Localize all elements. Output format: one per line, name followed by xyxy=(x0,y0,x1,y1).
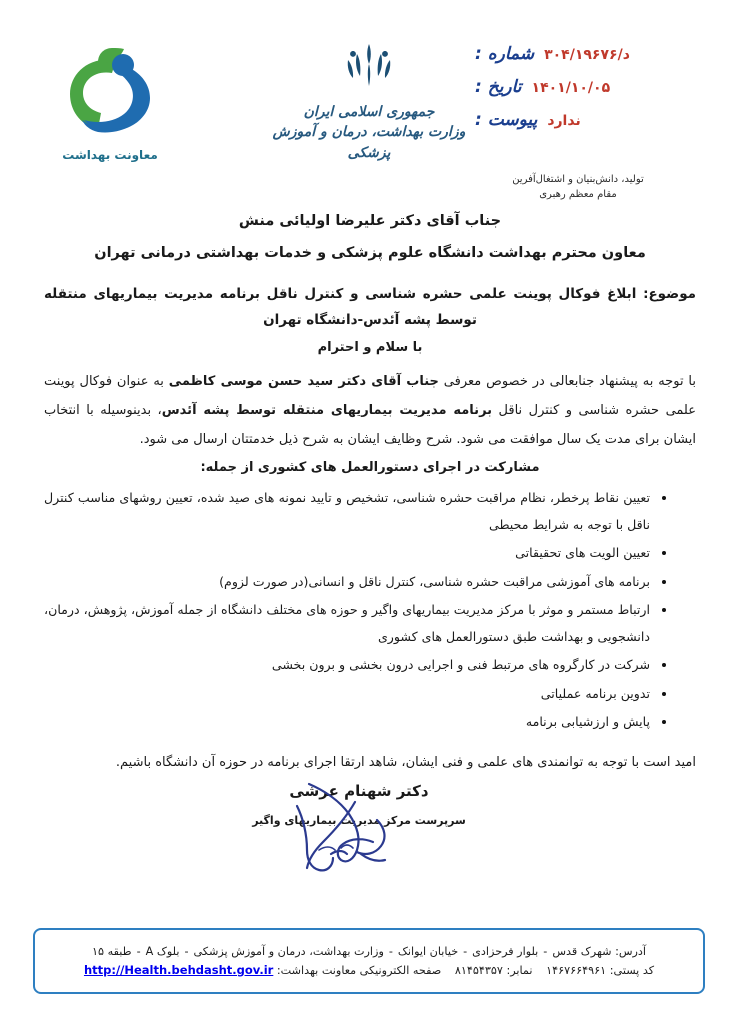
footer-address-line: آدرس: شهرک قدس-بلوار فرحزادی-خیابان ایوانک-وزارت بهداشت، درمان و آموزش پزشکی-بلوک A-طبقه ۱۵ xyxy=(92,945,646,958)
footer-site-label: صفحه الکترونیکی معاونت بهداشت: xyxy=(276,964,442,977)
footer-address-part-2: بلوار فرحزادی xyxy=(472,945,539,958)
duties-intro: مشارکت در اجرای دستورالعمل های کشوری از جمله: xyxy=(200,460,540,476)
footer-address-part-3: خیابان ایوانک xyxy=(397,945,459,958)
emblem-block xyxy=(264,38,474,163)
footer-address-part-6: طبقه ۱۵ xyxy=(92,945,132,958)
subject-block xyxy=(44,281,696,334)
iran-national-emblem-icon xyxy=(341,38,397,96)
footer-address-part-1: شهرک قدس xyxy=(552,945,612,958)
subject-text: ابلاغ فوکال پوینت علمی حشره شناسی و کنترل ناقل برنامه مدیریت بیماریهای منتقله توسط پشه آئدس-دانشگاه تهران xyxy=(44,286,637,329)
list-item: تدوین برنامه عملیاتی xyxy=(44,681,668,707)
recipient-name: جناب آقای دکتر علیرضا اولیائی منش xyxy=(238,213,502,229)
body-bold-program: برنامه مدیریت بیماریهای منتقله توسط پشه آئدس xyxy=(161,402,493,418)
body-paragraph xyxy=(44,367,696,455)
health-deputy-logo-block xyxy=(30,34,190,162)
signature-wrapper xyxy=(209,782,509,887)
year-slogan-line2: مقام معظم رهبری xyxy=(539,189,617,200)
body-part-2: به عنوان فوکال پوینت علمی حشره شناسی و کنترل ناقل xyxy=(44,373,696,418)
list-item: تعیین الویت های تحقیقاتی xyxy=(44,540,668,566)
footer-address-part-4: وزارت بهداشت، درمان و آموزش پزشکی xyxy=(193,945,384,958)
health-deputy-logo-caption: معاونت بهداشت xyxy=(62,148,158,162)
document-meta-block xyxy=(475,44,690,143)
list-item: شرکت در کارگروه های مرتبط فنی و اجرایی درون بخشی و برون بخشی xyxy=(44,652,668,678)
letter-footer xyxy=(33,928,705,994)
subject-label: موضوع: xyxy=(643,286,697,303)
document-number-value: د/۳۰۴/۱۹۶۷۶ xyxy=(544,47,630,63)
footer-website-link[interactable]: http://Health.behdasht.gov.ir xyxy=(83,963,274,977)
recipient-block xyxy=(44,208,696,267)
year-slogan xyxy=(478,172,678,202)
list-item: ارتباط مستمر و موثر با مرکز مدیریت بیماریهای واگیر و حوزه های مختلف دانشگاه از جمله آموزش، پژوهش، درمان، دانشجویی و بهداشت طبق دستورالعمل های کشوری xyxy=(44,597,668,650)
greeting-line: با سلام و احترام xyxy=(317,339,423,355)
body-part-3: ، بدینوسیله با انتخاب ایشان برای مدت یک سال موافقت می شود. شرح وظایف ایشان به شرح ذیل خدمتتان ارسال می شود. xyxy=(44,402,696,448)
health-deputy-logo-icon xyxy=(54,34,166,142)
signatory-title: سرپرست مرکز مدیریت بیماریهای واگیر xyxy=(252,814,466,827)
document-date-row xyxy=(475,77,690,97)
list-item: پایش و ارزشیابی برنامه xyxy=(44,709,668,735)
letter-header xyxy=(0,0,738,205)
footer-address-label: آدرس: xyxy=(615,945,646,958)
footer-contact-line xyxy=(84,963,654,977)
document-date-value: ۱۴۰۱/۱۰/۰۵ xyxy=(531,80,611,96)
list-item: تعیین نقاط پرخطر، نظام مراقبت حشره شناسی، تشخیص و تایید نمونه های صید شده، تعیین روشهای مناسب کنترل ناقل با توجه به شرایط محیطی xyxy=(44,485,668,538)
footer-fax-value: ۸۱۴۵۴۳۵۷ xyxy=(454,964,503,977)
year-slogan-line1: تولید، دانش‌بنیان و اشتغال‌آفرین xyxy=(512,174,644,185)
document-date-label: تاریخ : xyxy=(475,77,522,97)
list-item: برنامه های آموزشی مراقبت حشره شناسی، کنترل ناقل و انسانی(در صورت لزوم) xyxy=(44,569,668,595)
letter-content xyxy=(0,208,738,778)
document-number-row xyxy=(475,44,690,64)
footer-address-part-5: بلوک A xyxy=(145,945,180,958)
ministry-name: وزارت بهداشت، درمان و آموزش پزشکی xyxy=(272,124,466,161)
document-attachment-row xyxy=(475,110,690,130)
signature-block xyxy=(0,782,738,887)
signatory-name: دکتر شهنام عرشی xyxy=(289,782,429,800)
footer-fax-label: نمابر: xyxy=(506,964,533,977)
duties-list xyxy=(44,485,696,735)
document-number-label: شماره : xyxy=(475,44,535,64)
document-attachment-value: ندارد xyxy=(547,113,581,129)
footer-postal-value: ۱۴۶۷۶۶۴۹۶۱ xyxy=(546,964,607,977)
document-attachment-label: پیوست : xyxy=(475,110,538,130)
recipient-title: معاون محترم بهداشت دانشگاه علوم پزشکی و خدمات بهداشتی درمانی تهران xyxy=(94,244,646,261)
closing-paragraph: امید است با توجه به توانمندی های علمی و فنی ایشان، شاهد ارتقا اجرای برنامه در حوزه آن دانشگاه باشیم. xyxy=(115,755,696,771)
footer-postal-label: کد پستی: xyxy=(609,964,655,977)
body-bold-appointee: جناب آقای دکتر سید حسن موسی کاظمی xyxy=(168,373,439,389)
body-part-1: با توجه به پیشنهاد جنابعالی در خصوص معرفی xyxy=(438,373,697,389)
ministry-country-name: جمهوری اسلامی ایران xyxy=(303,104,435,120)
